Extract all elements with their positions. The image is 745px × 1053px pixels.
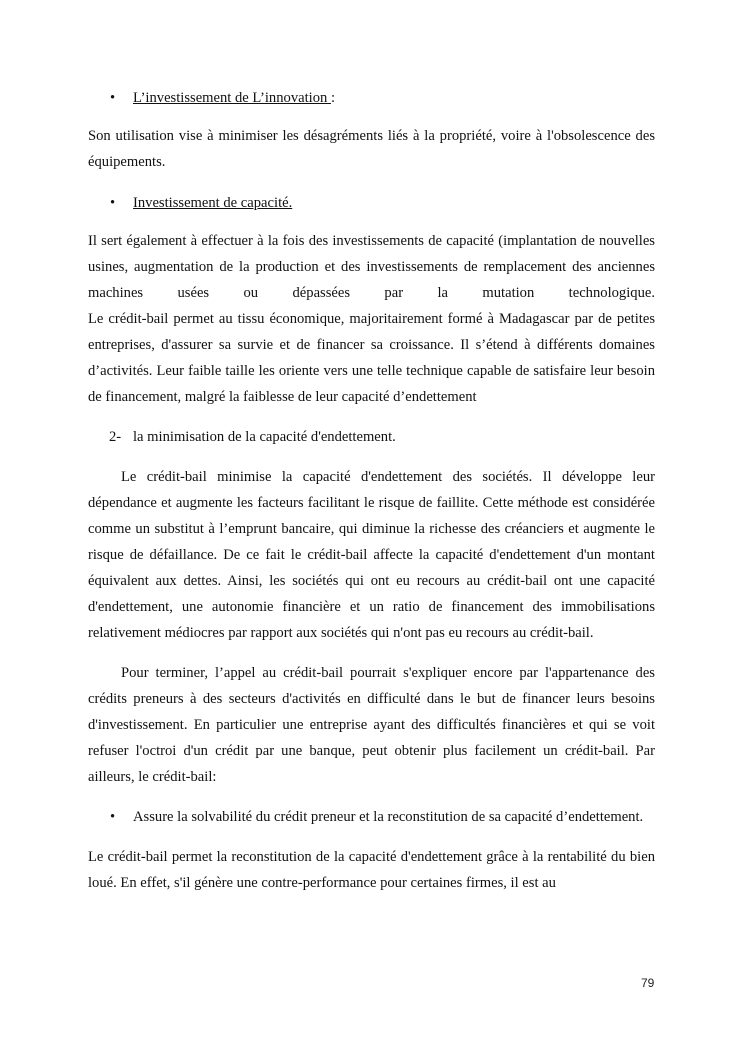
bullet-assure bbox=[88, 804, 655, 830]
paragraph-reconstitution: Le crédit-bail permet la reconstitution de la capacité d'endettement grâce à la rentabilité du bien loué. En effet, s'il génère une contre-performance pour certaines firmes, il est au bbox=[88, 849, 655, 891]
paragraph-innovation: Son utilisation vise à minimiser les désagréments liés à la propriété, voire à l'obsolescence des équipements. bbox=[88, 128, 655, 170]
bullet-innovation bbox=[88, 85, 655, 111]
page-number: 79 bbox=[641, 976, 655, 990]
bullet-assure-text: Assure la solvabilité du crédit preneur et la reconstitution de sa capacité d’endettement. bbox=[133, 809, 644, 825]
bullet-icon: • bbox=[110, 195, 116, 211]
numbered-heading bbox=[88, 424, 655, 450]
bullet-innovation-label: L’investissement de L’innovation bbox=[133, 90, 331, 106]
bullet-capacite-label: Investissement de capacité. bbox=[133, 195, 293, 211]
bullet-innovation-suffix: : bbox=[330, 90, 336, 106]
bullet-capacite bbox=[88, 190, 655, 216]
paragraph-pour-terminer: Pour terminer, l’appel au crédit-bail pourrait s'expliquer encore par l'appartenance des crédits preneurs à des secteurs d'activités en difficulté dans le but de financer leurs besoins d'investissement. En particulier une entreprise ayant des difficultés financières et qui se voit refuser l'octroi d'un crédit par une banque, peut obtenir plus facilement un crédit-bail. Par ailleurs, le crédit-bail: bbox=[88, 665, 655, 785]
page-body bbox=[88, 85, 655, 896]
paragraph-capacite-part2: Le crédit-bail permet au tissu économique, majoritairement formé à Madagascar par de petites entreprises, d'assurer sa survie et de financer sa croissance. Il s’étend à différents domaines d’activités. Leur faible taille les oriente vers une telle technique capable de satisfaire leur besoin de financement, malgré la faiblesse de leur capacité d’endettement bbox=[88, 311, 655, 405]
paragraph-minimisation: Le crédit-bail minimise la capacité d'endettement des sociétés. Il développe leur dépendance et augmente les facteurs facilitant le risque de faillite. Cette méthode est considérée comme un substitut à l’emprunt bancaire, qui diminue la richesse des créanciers et augmente le risque de défaillance. De ce fait le crédit-bail affecte la capacité d'endettement d'un montant équivalent aux dettes. Ainsi, les sociétés qui ont eu recours au crédit-bail ont une capacité d'endettement, une autonomie financière et un ratio de financement des immobilisations relativement médiocres par rapport aux sociétés qui n'ont pas eu recours au crédit-bail. bbox=[88, 469, 655, 641]
numbered-heading-number: 2- bbox=[109, 429, 122, 445]
numbered-heading-label: la minimisation de la capacité d'endettement. bbox=[133, 429, 396, 445]
bullet-icon: • bbox=[110, 90, 116, 106]
bullet-icon: • bbox=[110, 809, 116, 825]
paragraph-capacite-part1: Il sert également à effectuer à la fois des investissements de capacité (implantation de nouvelles usines, augmentation de la production et des investissements de remplacement des anciennes machines usées ou dépassées par la mutation technologique. bbox=[88, 233, 655, 301]
